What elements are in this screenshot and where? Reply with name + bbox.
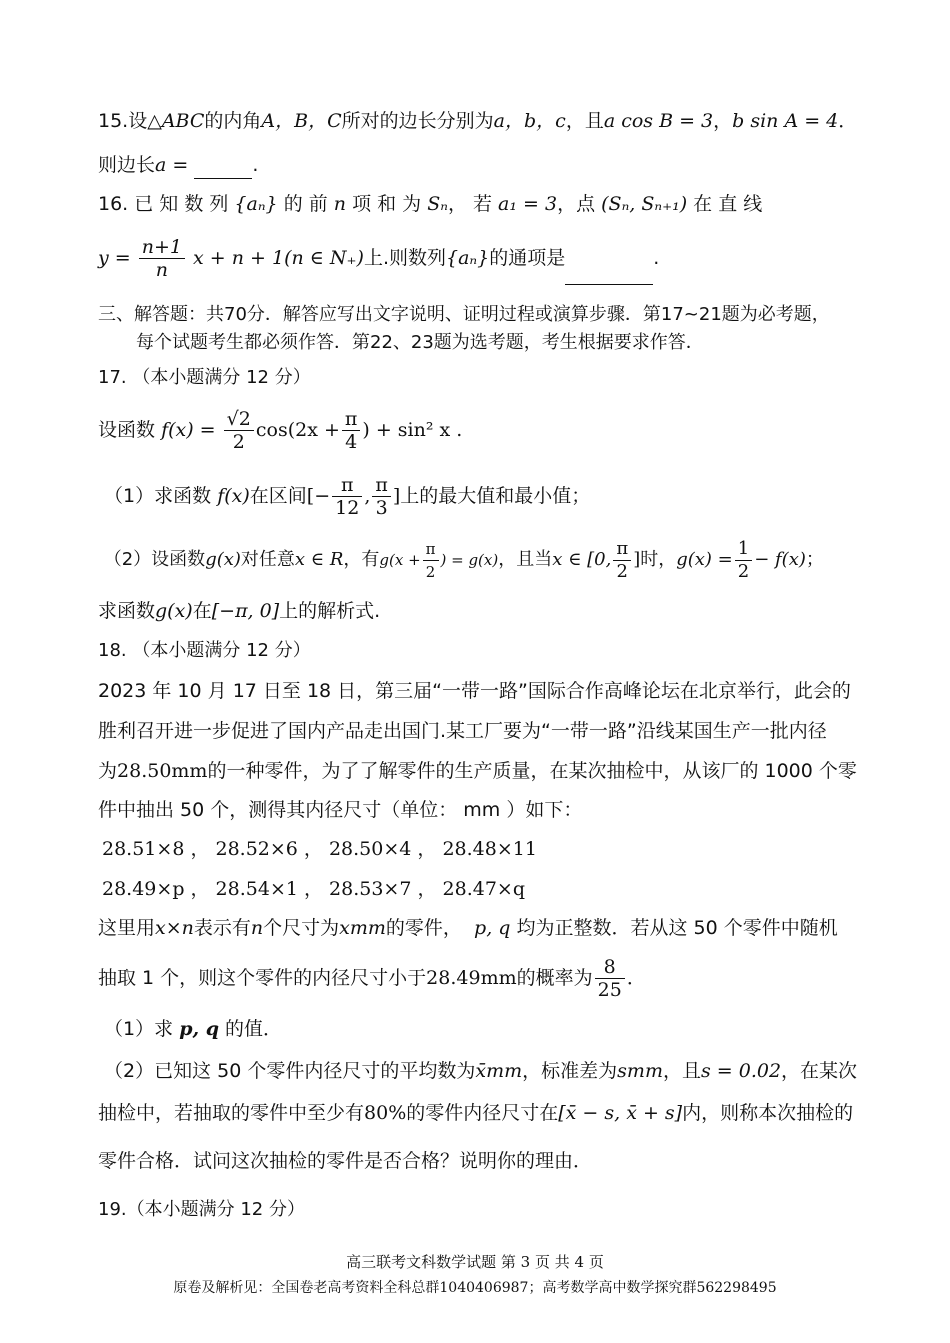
q18-part2: （2）已知这 50 个零件内径尺寸的平均数为x̄mm，标准差为smm，且s = 0.02，在某次 <box>104 1060 858 1082</box>
q19-header: 19.（本小题满分 12 分） <box>98 1199 305 1220</box>
section3-line1: 三、解答题：共70分．解答应写出文字说明、证明过程或演算步骤．第17~21题为必考题， <box>98 304 830 325</box>
fraction: $\frac{1}{2}$ <box>735 538 752 583</box>
q18-para3: 为28.50mm的一种零件，为了了解零件的生产质量，在某次抽检中，从该厂的 1000 个零 <box>98 760 857 782</box>
q17-part2: （2）设函数g(x)对任意x ∈ R，有g(x + $\frac{\pi}{2}$ ) = g(x)，且当x ∈ [0, $\frac{\pi}{2}$ ]时，g(x) = $\frac{1}{2}$ − f(x)； <box>103 537 824 582</box>
q16-line1: 16. 已 知 数 列 {aₙ} 的 前 n 项 和 为 Sₙ， 若 a₁ = 3，点 (Sₙ, Sₙ₊₁) 在 直 线 <box>98 193 763 215</box>
answer-blank <box>194 152 252 179</box>
fraction: $\frac{\pi}{4}$ <box>342 408 361 453</box>
footer-source-note: 原卷及解析见：全国卷老高考资料全科总群1040406987；高考数学高中数学探究群562298495 <box>173 1280 777 1296</box>
q18-explanation: 这里用x×n表示有n个尺寸为xmm的零件， p, q 均为正整数．若从这 50 个零件中随机 <box>98 917 838 939</box>
fraction: $\frac{\pi}{2}$ <box>423 538 439 583</box>
q17-header: 17. （本小题满分 12 分） <box>98 367 311 388</box>
q15-line2: 则边长a = . <box>98 152 258 179</box>
q18-para1: 2023 年 10 月 17 日至 18 日，第三届“一带一路”国际合作高峰论坛在北京举行，此会的 <box>98 680 851 702</box>
q16-line2: y = $\frac{n+1}{n}$ x + n + 1(n ∈ N₊)上.则数列{aₙ}的通项是 . <box>98 232 659 285</box>
section3-line2: 每个试题考生都必须作答．第22、23题为选考题，考生根据要求作答． <box>136 332 704 353</box>
q18-part2-line2: 抽检中，若抽取的零件中至少有80%的零件内径尺寸在[x̄ − s, x̄ + s]内，则称本次抽检的 <box>98 1102 854 1124</box>
page-footer: 高三联考文科数学试题 第 3 页 共 4 页 <box>346 1253 604 1271</box>
q18-header: 18. （本小题满分 12 分） <box>98 640 311 661</box>
q17-part2-line2: 求函数g(x)在[−π, 0]上的解析式. <box>98 600 381 622</box>
q17-definition: 设函数 f(x) = $\frac{√2}{2}$ cos(2x + $\frac{\pi}{4}$ ) + sin² x . <box>98 408 463 453</box>
q15-line1: 15.设△ABC的内角A，B，C所对的边长分别为a，b，c，且a cos B = 3，b sin A = 4． <box>98 110 858 132</box>
fraction: $\frac{8}{25}$ <box>595 956 625 1001</box>
fraction: $\frac{n+1}{n}$ <box>139 236 185 281</box>
fraction: $\frac{\pi}{12}$ <box>332 474 362 519</box>
q18-probability: 抽取 1 个，则这个零件的内径尺寸小于28.49mm的概率为 $\frac{8}{25}$ ． <box>98 956 646 1001</box>
q18-part2-line3: 零件合格．试问这次抽检的零件是否合格？说明你的理由． <box>98 1150 593 1172</box>
q17-part1: （1）求函数 f(x)在区间[− $\frac{\pi}{12}$ , $\frac{\pi}{3}$ ]上的最大值和最小值； <box>104 474 591 519</box>
fraction: $\frac{\pi}{3}$ <box>372 474 391 519</box>
q18-para2: 胜利召开进一步促进了国内产品走出国门.某工厂要为“一带一路”沿线某国生产一批内径 <box>98 720 827 742</box>
q18-para4: 件中抽出 50 个，测得其内径尺寸（单位： mm ）如下： <box>98 799 583 821</box>
answer-blank <box>565 232 653 285</box>
q18-part1: （1）求 p, q 的值． <box>104 1018 283 1040</box>
fraction: $\frac{\pi}{2}$ <box>613 538 631 583</box>
q18-data-row2: 28.49×p ， 28.54×1 ， 28.53×7 ， 28.47×q <box>102 878 525 900</box>
fraction: $\frac{√2}{2}$ <box>224 408 254 453</box>
q18-data-row1: 28.51×8 ， 28.52×6 ， 28.50×4 ， 28.48×11 <box>102 838 537 860</box>
